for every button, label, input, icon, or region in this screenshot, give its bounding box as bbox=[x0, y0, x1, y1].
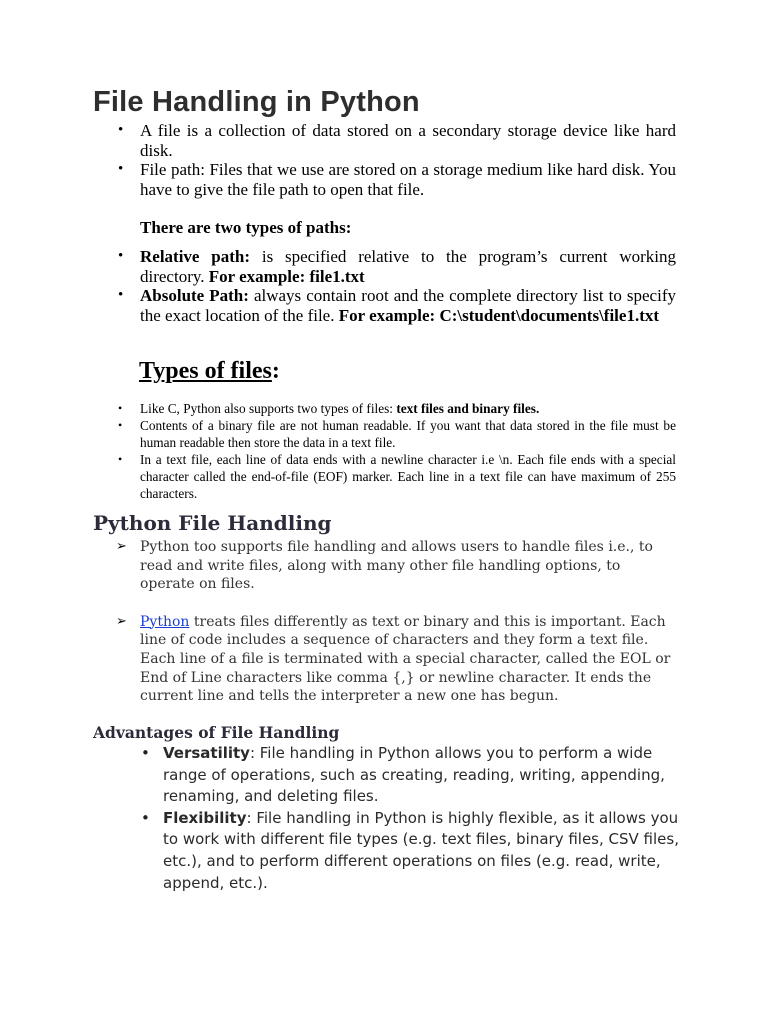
list-item bbox=[141, 743, 681, 808]
list-item bbox=[118, 417, 676, 451]
item-text: Contents of a binary file are not human readable. If you want that data stored in the file must be human readable then store the data in a text file. bbox=[140, 418, 676, 450]
intro-list bbox=[118, 121, 676, 199]
list-item: • A file is a collection of data stored on a secondary storage device like hard disk. bbox=[118, 121, 676, 160]
list-item bbox=[116, 538, 676, 594]
python-link[interactable]: Python bbox=[140, 613, 190, 630]
item-label: Flexibility bbox=[163, 808, 247, 827]
page-title: File Handling in Python bbox=[93, 86, 420, 118]
path-text: is specified relative to the program’s current working directory. bbox=[140, 247, 676, 286]
item-text: treats files differently as text or binary and this is important. Each line of code includes a sequence of characters and they form a text file. Each line of a file is terminated with a special character, called the EOL or End of Line characters like comma {,} or newline character. It ends the current line and tells the interpreter a new one has begun. bbox=[140, 613, 671, 705]
list-item bbox=[118, 451, 676, 502]
item-text: : File handling in Python allows you to perform a wide range of operations, such as creating, reading, writing, appending, renaming, and deleting files. bbox=[163, 744, 665, 806]
path-text: always contain root and the complete directory list to specify the exact location of the file. bbox=[140, 286, 676, 325]
list-item bbox=[141, 808, 681, 894]
types-heading-text: Types of files bbox=[139, 358, 272, 384]
item-label: Versatility bbox=[163, 744, 250, 762]
path-label: Absolute Path: bbox=[140, 286, 249, 305]
arrow-bullet-icon: ➢ bbox=[116, 539, 127, 554]
types-heading-colon: : bbox=[271, 358, 280, 384]
list-item bbox=[118, 400, 676, 417]
item-bold: text files and binary files. bbox=[396, 401, 540, 416]
list-item bbox=[118, 247, 676, 286]
path-example: For example: C:\student\documents\file1.txt bbox=[338, 305, 660, 325]
types-list bbox=[118, 400, 676, 502]
paths-heading: There are two types of paths: bbox=[140, 218, 352, 237]
list-item bbox=[118, 286, 676, 325]
advantages-list bbox=[141, 743, 681, 894]
python-file-handling-list bbox=[116, 538, 676, 706]
paths-list bbox=[118, 247, 676, 325]
list-item bbox=[116, 613, 676, 707]
arrow-bullet-icon: ➢ bbox=[116, 613, 127, 629]
item-text: Like C, Python also supports two types of files: bbox=[140, 401, 397, 416]
python-file-handling-heading: Python File Handling bbox=[93, 511, 332, 535]
list-item: • File path: Files that we use are stored on a storage medium like hard disk. You have to give the file path to open that file. bbox=[118, 160, 676, 199]
item-text: : File handling in Python is highly flexible, as it allows you to work with different file types (e.g. text files, binary files, CSV files, etc.), and to perform different operations on files (e.g. read, write, append, etc.). bbox=[163, 808, 679, 892]
advantages-heading: Advantages of File Handling bbox=[93, 723, 340, 742]
item-text: In a text file, each line of data ends with a newline character i.e \n. Each file ends with a special character called the end-of-file (EOF) marker. Each line in a text file can have maximum of 255 characters. bbox=[140, 452, 676, 501]
path-label: Relative path: bbox=[140, 247, 251, 266]
types-heading bbox=[139, 356, 280, 386]
item-text: Python too supports file handling and allows users to handle files i.e., to read and write files, along with many other file handling options, to operate on files. bbox=[140, 539, 653, 593]
path-example: For example: file1.txt bbox=[208, 266, 365, 286]
